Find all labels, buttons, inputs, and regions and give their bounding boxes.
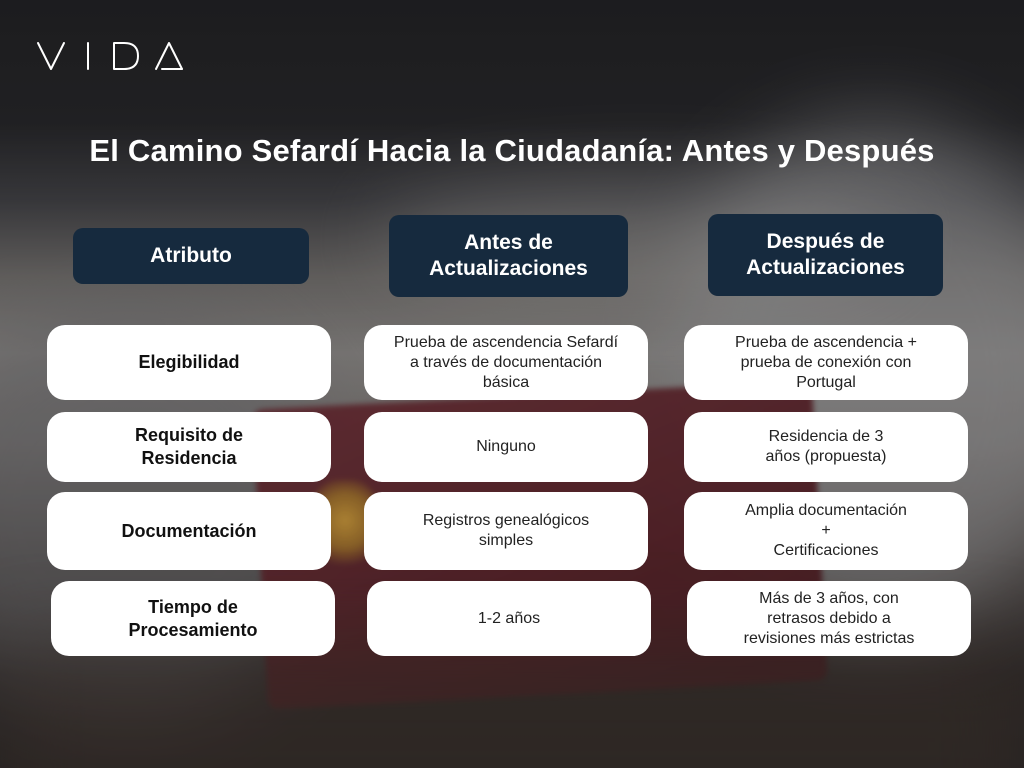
cell-text: Residencia de 3 años (propuesta) — [765, 428, 887, 465]
cell-text: Prueba de ascendencia Sefardí a través de documentación básica — [393, 333, 619, 391]
cell-text: Más de 3 años, con retrasos debido a revisiones más estrictas — [743, 589, 915, 647]
row-documentation-before — [364, 492, 648, 570]
cell-text: Ninguno — [476, 438, 536, 455]
cell-text: Registros genealógicos simples — [422, 512, 590, 549]
cell-text: Prueba de ascendencia + prueba de conexión con Portugal — [735, 333, 917, 391]
row-processing-time-after — [687, 581, 971, 656]
cell-label: Requisito de Residencia — [134, 425, 243, 468]
header-before-label: Antes de Actualizaciones — [429, 231, 588, 280]
cell-text: Amplia documentación + Certificaciones — [745, 502, 907, 559]
header-attribute — [73, 228, 309, 284]
cell-label: Elegibilidad — [138, 352, 240, 372]
cell-label: Tiempo de Procesamiento — [128, 596, 258, 640]
row-residency-before — [364, 412, 648, 482]
header-attribute-label: Atributo — [150, 244, 232, 267]
row-documentation-attribute — [47, 492, 331, 570]
row-eligibility-before — [364, 325, 648, 400]
vida-logo — [36, 40, 186, 72]
header-after-updates — [708, 214, 943, 296]
row-processing-time-before — [367, 581, 651, 656]
cell-label: Documentación — [121, 520, 257, 541]
header-after-label: Después de Actualizaciones — [746, 230, 905, 279]
row-eligibility-attribute — [47, 325, 331, 400]
cell-text: 1-2 años — [477, 609, 541, 627]
row-documentation-after — [684, 492, 968, 570]
page-title: El Camino Sefardí Hacia la Ciudadanía: Antes y Después — [89, 133, 935, 168]
row-eligibility-after — [684, 325, 968, 400]
header-before-updates — [389, 215, 628, 297]
row-residency-attribute — [47, 412, 331, 482]
row-processing-time-attribute — [51, 581, 335, 656]
row-residency-after — [684, 412, 968, 482]
